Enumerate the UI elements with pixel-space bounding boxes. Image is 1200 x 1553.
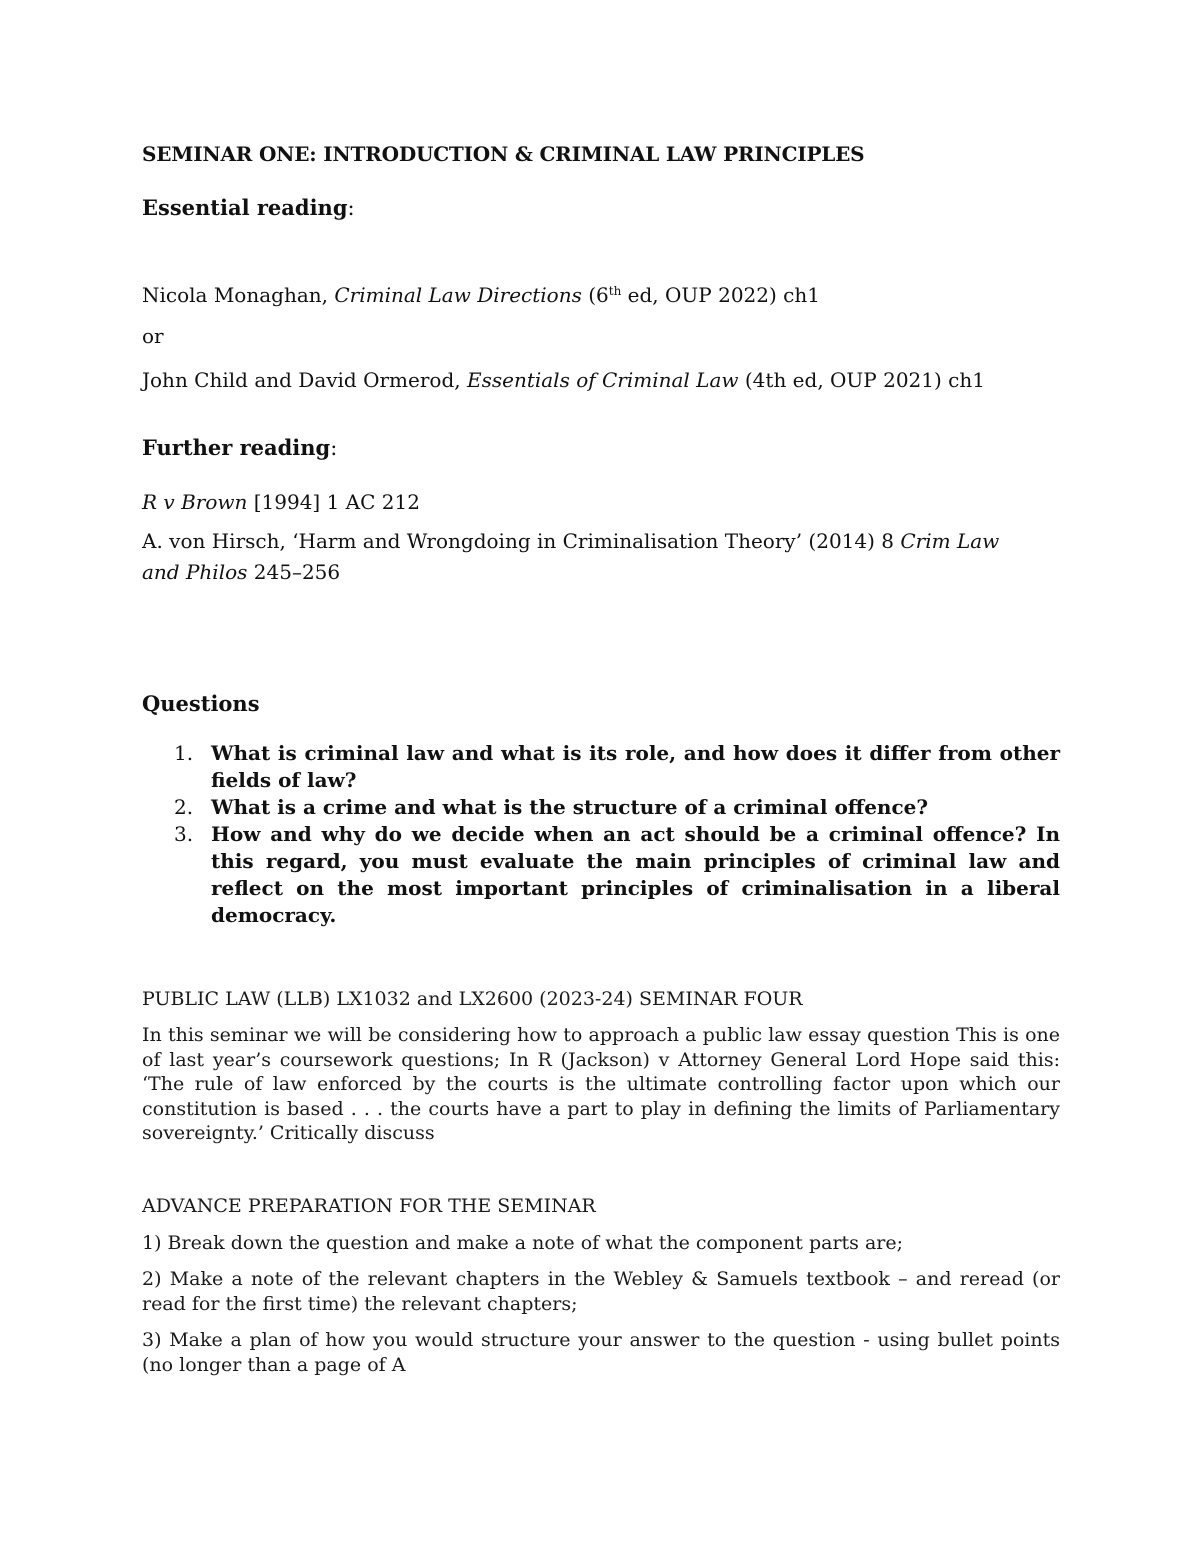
article-pages: 245–256 [247, 560, 341, 584]
case-name: R v Brown [142, 490, 248, 514]
question-text: What is criminal law and what is its role, and how does it differ from other fields of law? [211, 741, 1060, 792]
further-reading-heading [142, 435, 337, 461]
questions-heading: Questions [142, 691, 260, 716]
reading-edition-open: (6 [581, 283, 609, 307]
essential-reading-heading [142, 195, 355, 221]
journal-name-part-1: Crim Law [900, 529, 1000, 553]
essential-reading-item-1 [142, 282, 820, 308]
essential-reading-item-2 [142, 367, 985, 393]
further-reading-colon: : [330, 436, 338, 460]
reading-author: Nicola Monaghan, [142, 283, 335, 307]
journal-name-part-2: and Philos [142, 560, 248, 584]
question-item [142, 794, 1060, 821]
reading-connector-or: or [142, 324, 164, 348]
reading-book-title: Criminal Law Directions [334, 283, 582, 307]
essential-reading-label: Essential reading [142, 195, 348, 220]
preparation-step: 3) Make a plan of how you would structure your answer to the question - using bullet points (no longer than a page of A [142, 1329, 1060, 1376]
question-number: 1. [174, 741, 194, 765]
further-reading-label: Further reading [142, 435, 331, 460]
seminar-one-title: SEMINAR ONE: INTRODUCTION & CRIMINAL LAW PRINCIPLES [142, 142, 865, 166]
reading-author: John Child and David Ormerod, [142, 368, 467, 392]
question-text: How and why do we decide when an act should be a criminal offence? In this regard, you must evaluate the main principles of criminal law and reflect on the most important principles of criminalisation in a liberal democracy. [211, 822, 1060, 927]
reading-edition: ed, OUP 2022) ch1 [621, 283, 820, 307]
case-citation: [1994] 1 AC 212 [247, 490, 420, 514]
seminar-four-title: PUBLIC LAW (LLB) LX1032 and LX2600 (2023-24) SEMINAR FOUR [142, 988, 803, 1010]
question-number: 2. [174, 795, 194, 819]
question-item [142, 740, 1060, 794]
questions-list [142, 740, 1060, 929]
preparation-step: 1) Break down the question and make a note of what the component parts are; [142, 1232, 904, 1254]
reading-edition-superscript: th [608, 284, 622, 298]
reading-edition: (4th ed, OUP 2021) ch1 [738, 368, 985, 392]
article-reference: A. von Hirsch, ‘Harm and Wrongdoing in Criminalisation Theory’ (2014) 8 [142, 529, 901, 553]
question-text: What is a crime and what is the structure of a criminal offence? [211, 795, 929, 819]
further-reading-item-2-line-2 [142, 559, 340, 585]
question-number: 3. [174, 822, 194, 846]
question-item [142, 821, 1060, 929]
seminar-four-intro: In this seminar we will be considering how to approach a public law essay question This is one of last year’s coursework questions; In R (Jackson) v Attorney General Lord Hope said this: ‘The rule of law enforced by the courts is the ultimate controlling factor upon which our constitution is based . . . the courts have a part to play in defining the limits of Parliamentary sovereignty.’ Critically discuss [142, 1024, 1060, 1144]
further-reading-item-2-line-1 [142, 528, 999, 554]
reading-book-title: Essentials of Criminal Law [466, 368, 739, 392]
advance-preparation-heading: ADVANCE PREPARATION FOR THE SEMINAR [142, 1195, 596, 1217]
essential-reading-colon: : [347, 196, 355, 220]
further-reading-item-1 [142, 489, 420, 515]
preparation-step: 2) Make a note of the relevant chapters in the Webley & Samuels textbook – and reread (or read for the first time) the relevant chapters; [142, 1268, 1060, 1315]
